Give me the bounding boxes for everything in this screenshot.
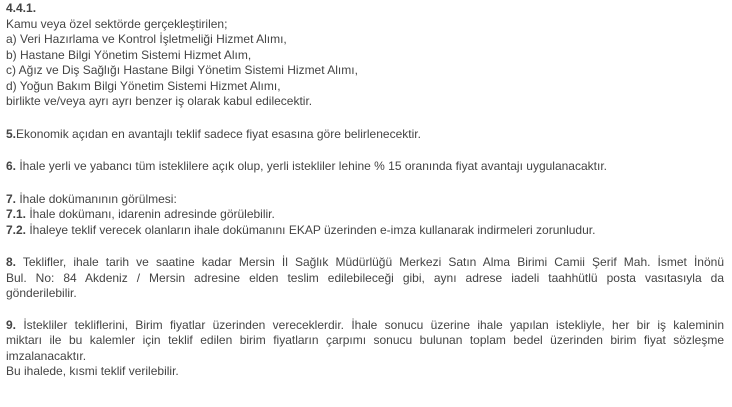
clause-text: İstekliler tekliflerini, Birim fiyatlar üzerinden vereceklerdir. İhale sonucu üzerine ihale yapılan istekliyle, her bir iş kaleminin xyxy=(16,317,724,332)
clause-text: Teklifler, ihale tarih ve saatine kadar Mersin İl Sağlık Müdürlüğü Merkezi Satın Alma Birimi Camii Şerif Mah. İsmet İnönü xyxy=(16,255,724,269)
subclause-number: 7.1. xyxy=(6,207,27,221)
subclause-number: 7.2. xyxy=(6,222,27,237)
clause-6 xyxy=(6,159,724,175)
subclause-7-1 xyxy=(6,207,724,223)
section-list-item-c: c) Ağız ve Diş Sağlığı Hastane Bilgi Yönetim Sistemi Hizmet Alımı, xyxy=(6,63,358,77)
clause-line-2: miktarı ile bu kalemler için teklif edilen birim fiyatların çarpımı sonucu bulunan toplam bedel üzerinden birim fiyat sözleşme xyxy=(6,333,724,347)
section-closing-line: birlikte ve/veya ayrı ayrı benzer iş olarak kabul edilecektir. xyxy=(6,94,313,108)
clause-text: İhale yerli ve yabancı tüm isteklilere açık olup, yerli istekliler lehine % 15 oranında fiyat avantajı uygulanacaktır. xyxy=(16,159,607,173)
clause-7 xyxy=(6,192,724,239)
subclause-7-2 xyxy=(6,223,724,239)
section-4-4-1 xyxy=(6,1,724,110)
clause-number: 9. xyxy=(6,317,17,332)
clause-8 xyxy=(6,255,724,302)
clause-number: 5. xyxy=(6,126,17,141)
section-list-item-d: d) Yoğun Bakım Bilgi Yönetim Sistemi Hizmet Alımı, xyxy=(6,78,281,93)
clause-text: Ekonomik açıdan en avantajlı teklif sadece fiyat esasına göre belirlenecektir. xyxy=(16,126,421,141)
clause-number: 6. xyxy=(6,159,17,173)
clause-text: İhale dokümanının görülmesi: xyxy=(16,191,177,206)
section-list-item-b: b) Hastane Bilgi Yönetim Sistemi Hizmet Alım, xyxy=(6,47,252,62)
subclause-text: İhaleye teklif verecek olanların ihale dokümanını EKAP üzerinden e-imza kullanarak indirmeleri zorunludur. xyxy=(26,222,596,237)
subclause-text: İhale dokümanı, idarenin adresinde görülebilir. xyxy=(26,207,275,221)
clause-number: 8. xyxy=(6,255,17,269)
clause-number: 7. xyxy=(6,191,17,206)
clause-9 xyxy=(6,318,724,380)
clause-5 xyxy=(6,127,724,143)
tender-document xyxy=(6,1,724,380)
section-list-item-a: a) Veri Hazırlama ve Kontrol İşletmeliği Hizmet Alımı, xyxy=(6,32,287,46)
section-intro-line: Kamu veya özel sektörde gerçekleştirilen; xyxy=(6,16,228,31)
clause-line-1 xyxy=(6,255,724,271)
clause-line-1 xyxy=(6,318,724,334)
clause-line-3: gönderilebilir. xyxy=(6,286,77,300)
clause-line-4: Bu ihalede, kısmi teklif verilebilir. xyxy=(6,364,179,378)
section-heading: 4.4.1. xyxy=(6,1,37,15)
clause-line-2: Bul. No: 84 Akdeniz / Mersin adresine elden teslim edilebileceği gibi, aynı adrese iadeli taahhütlü posta vasıtasıyla da xyxy=(6,270,724,285)
clause-line-3: imzalanacaktır. xyxy=(6,348,87,363)
